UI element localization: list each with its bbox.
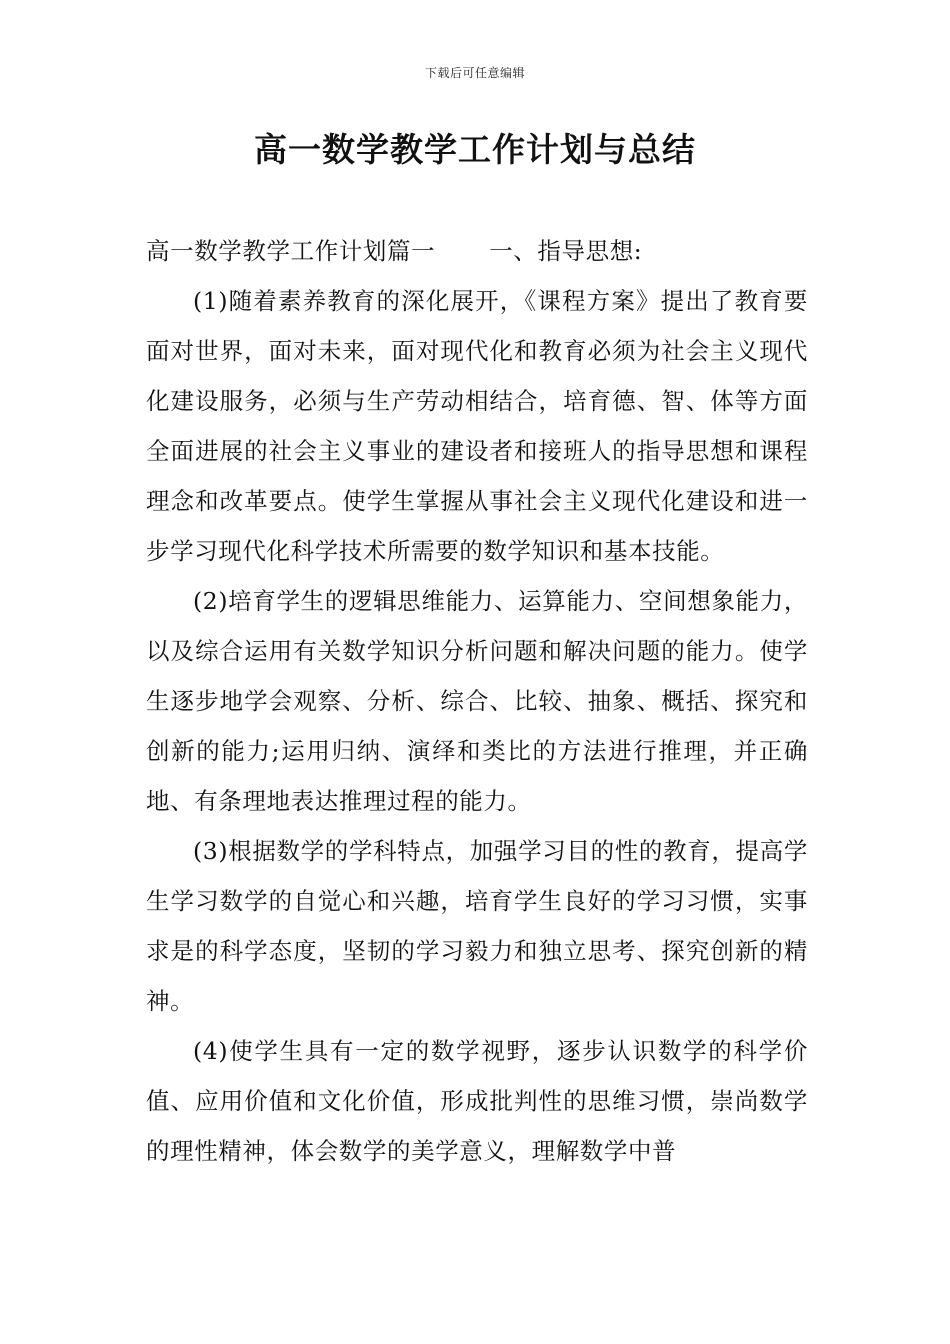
document-title: 高一数学教学工作计划与总结 bbox=[254, 130, 696, 169]
paragraph-4: (4)使学生具有一定的数学视野，逐步认识数学的科学价值、应用价值和文化价值，形成批判性的思维习惯，崇尚数学的理性精神，体会数学的美学意义，理解数学中普 bbox=[146, 1037, 808, 1165]
section-title: 高一数学教学工作计划篇一 bbox=[146, 237, 436, 265]
section-heading: 一、指导思想: bbox=[489, 237, 643, 265]
paragraph-2: (2)培育学生的逻辑思维能力、运算能力、空间想象能力，以及综合运用有关数学知识分析问题和解决问题的能力。使学生逐步地学会观察、分析、综合、比较、抽象、概括、探究和创新的能力;运用归纳、演绎和类比的方法进行推理，并正确地、有条理地表达推理过程的能力。 bbox=[146, 587, 808, 815]
section-lead-line bbox=[146, 226, 808, 276]
document-body bbox=[146, 226, 808, 1176]
paragraph-3: (3)根据数学的学科特点，加强学习目的性的教育，提高学生学习数学的自觉心和兴趣，培育学生良好的学习习惯，实事求是的科学态度，坚韧的学习毅力和独立思考、探究创新的精神。 bbox=[146, 837, 808, 1015]
header-note: 下载后可任意编辑 bbox=[424, 66, 525, 80]
paragraph-1: (1)随着素养教育的深化展开，《课程方案》提出了教育要面对世界，面对未来，面对现代化和教育必须为社会主义现代化建设服务，必须与生产劳动相结合，培育德、智、体等方面全面进展的社会主义事业的建设者和接班人的指导思想和课程理念和改革要点。使学生掌握从事社会主义现代化建设和进一步学习现代化科学技术所需要的数学知识和基本技能。 bbox=[146, 287, 808, 565]
